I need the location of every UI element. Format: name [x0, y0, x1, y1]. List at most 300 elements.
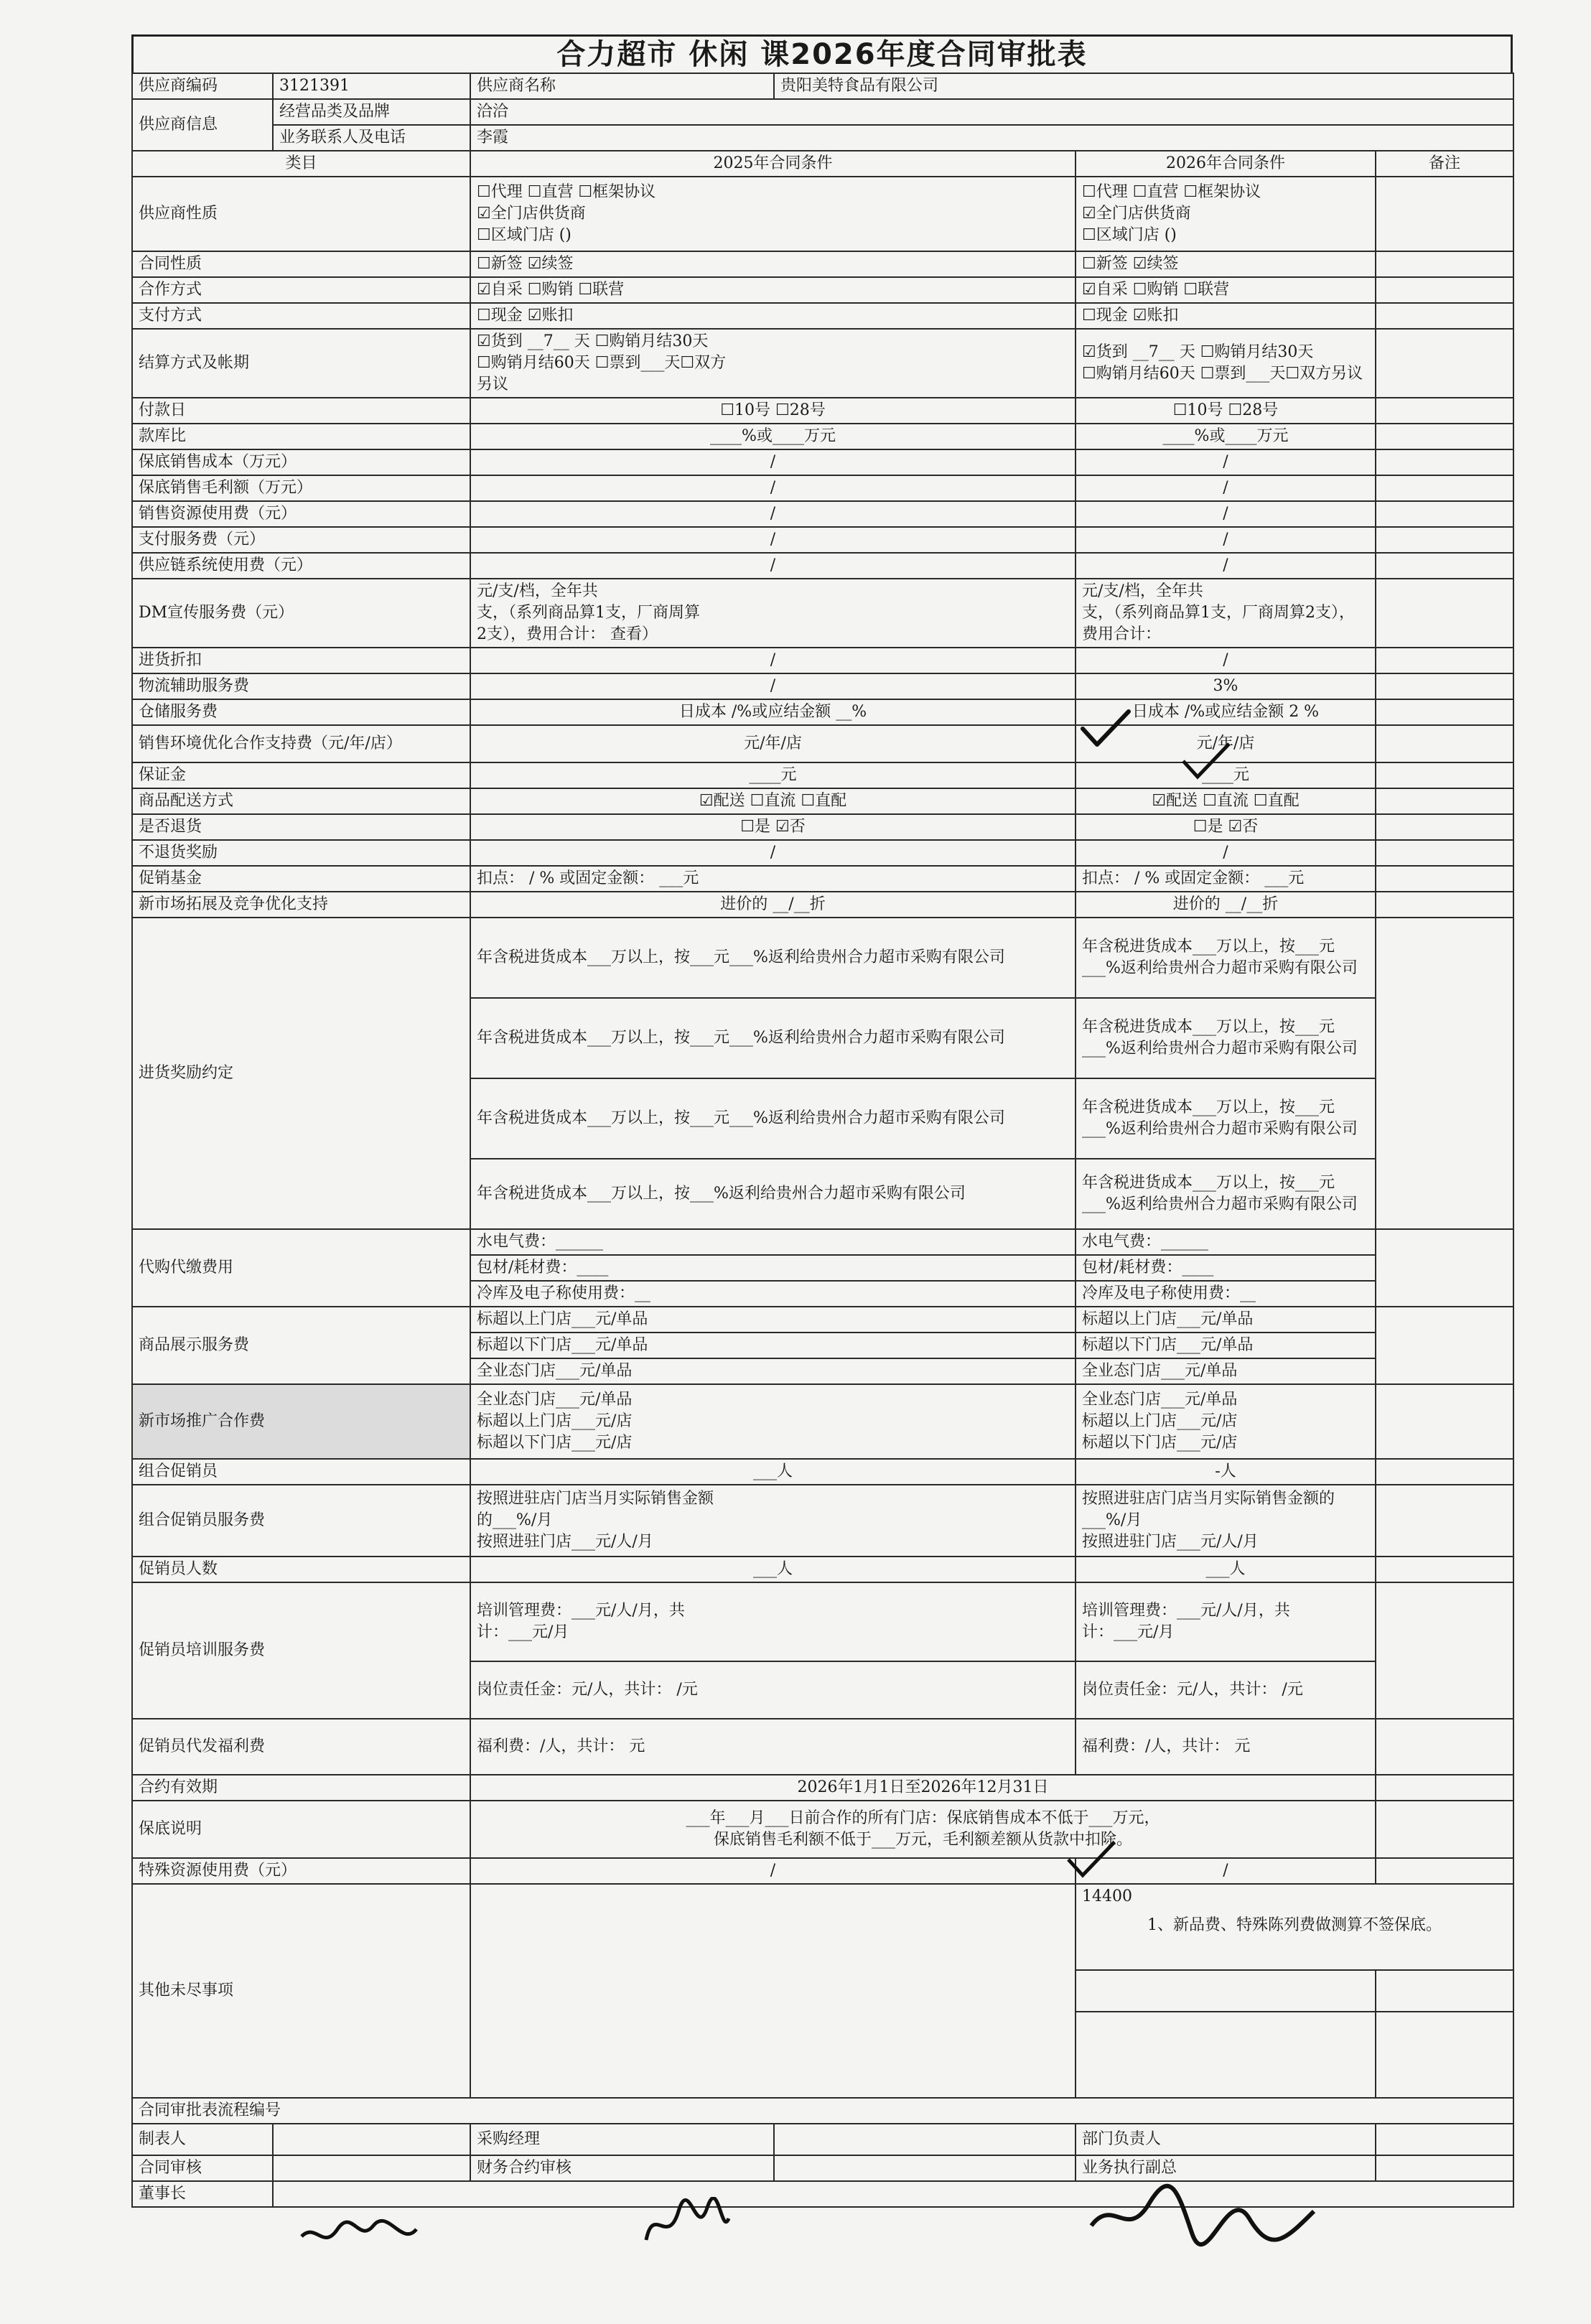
other-label: 其他未尽事项: [132, 1884, 470, 2098]
cond-2026-line: /: [1223, 479, 1228, 497]
cond-2026: [1076, 277, 1376, 303]
combo-fee-2025-line: 的___%/月: [477, 1511, 553, 1529]
cond-2025-line: 元/支/档，全年共: [477, 582, 598, 600]
remark-cell: [1376, 1229, 1513, 1307]
table-row: [132, 762, 1513, 788]
table-row: [132, 814, 1513, 840]
cond-2025-line: /: [770, 479, 776, 497]
rebate-2026: [1076, 998, 1376, 1078]
staff-count-label: 促销员人数: [132, 1557, 470, 1582]
cond-2026: [1076, 892, 1376, 918]
combo-fee-2026: [1076, 1485, 1376, 1557]
cond-2026-line: ☑全门店供货商: [1082, 205, 1191, 223]
row-label: 保底销售成本（万元）: [132, 449, 470, 475]
other-cell: [1376, 2012, 1513, 2098]
guarantee-text-line: 保底销售毛利额不低于___万元，毛利额差额从货款中扣除。: [713, 1831, 1132, 1849]
table-row: [132, 177, 1513, 251]
cond-2026-line: 支，（系列商品算1支，厂商周算2支），费用合计：: [1082, 604, 1355, 643]
cond-2026: [1076, 673, 1376, 699]
promo-2025-line: 标超以下门店___元/店: [477, 1434, 633, 1452]
other-cell: [1076, 1970, 1376, 2012]
remark-cell: [1376, 1485, 1513, 1557]
guarantee-text-line: ___年___月___日前合作的所有门店：保底销售成本不低于___万元，: [686, 1809, 1160, 1827]
proxy-fees-2026: 冷库及电子称使用费：__: [1076, 1281, 1376, 1307]
combo-staff-2025: ___人: [470, 1459, 1076, 1485]
table-row: [132, 1719, 1513, 1775]
cond-2025-line: ____元: [749, 766, 797, 784]
rebate-2026-line: 年含税进货成本___万以上，按___元___%返利给贵州合力超市采购有限公司: [1082, 1174, 1358, 1213]
cond-2026: [1076, 527, 1376, 553]
cond-2025-line: 进价的 __/__折: [720, 895, 826, 913]
table-row: [132, 1884, 1513, 1970]
remark-cell: [1376, 673, 1513, 699]
table-row: [132, 398, 1513, 424]
cond-2026-line: /: [1223, 531, 1228, 549]
table-row: [132, 673, 1513, 699]
staff-train-2025-line: 计：___元/月: [477, 1623, 569, 1641]
table-row: [132, 424, 1513, 449]
remark-cell: [1376, 501, 1513, 527]
rebate-2025: [470, 998, 1076, 1078]
guarantee-label: 保底说明: [132, 1801, 470, 1858]
header-2025: 2025年合同条件: [470, 151, 1076, 177]
row-label: DM宣传服务费（元）: [132, 579, 470, 648]
cond-2025-line: 另议: [477, 375, 509, 393]
remark-cell: [1376, 814, 1513, 840]
table-row: [132, 527, 1513, 553]
rebate-2026-line: 年含税进货成本___万以上，按___元___%返利给贵州合力超市采购有限公司: [1082, 938, 1358, 977]
cond-2026: [1076, 449, 1376, 475]
cond-2026: [1076, 866, 1376, 892]
contact-label: 业务联系人及电话: [273, 125, 470, 151]
table-row: [132, 1858, 1513, 1884]
staff-train-2025-line: 培训管理费：___元/人/月，共: [477, 1602, 685, 1620]
rebate-2025-line: 年含税进货成本___万以上，按___元___%返利给贵州合力超市采购有限公司: [477, 1109, 1005, 1127]
cond-2025: [470, 501, 1076, 527]
cond-2025: [470, 303, 1076, 329]
other-2025: [470, 1884, 1076, 2098]
remark-cell: [1376, 699, 1513, 725]
remark-cell: [1376, 866, 1513, 892]
cond-2026-line: /: [1223, 556, 1228, 574]
cond-2025: [470, 814, 1076, 840]
check-mark-icon: [1077, 707, 1134, 750]
display-fees-2026: 标超以上门店___元/单品: [1076, 1307, 1376, 1333]
promo-2026: [1076, 1384, 1376, 1459]
cond-2025: [470, 424, 1076, 449]
table-row: [132, 892, 1513, 918]
rebate-2025-line: 年含税进货成本___万以上，按___%返利给贵州合力超市采购有限公司: [477, 1185, 966, 1203]
vp-sign: [1376, 2155, 1513, 2181]
table-row: [132, 1229, 1513, 1255]
cond-2025: [470, 840, 1076, 866]
table-row: [132, 251, 1513, 277]
table-row: [132, 501, 1513, 527]
table-row: [132, 1582, 1513, 1661]
row-label: 是否退货: [132, 814, 470, 840]
cond-2026-line: ____元: [1201, 766, 1249, 784]
cond-2025-line: ☐新签 ☑续签: [477, 255, 574, 273]
remark-cell: [1376, 1384, 1513, 1459]
cond-2025: [470, 475, 1076, 501]
cond-2026: [1076, 398, 1376, 424]
row-label: 保证金: [132, 762, 470, 788]
welfare-label: 促销员代发福利费: [132, 1719, 470, 1775]
rebate-2025: [470, 918, 1076, 998]
dept-head-signature-icon: [1084, 2175, 1321, 2254]
row-label: 供应商性质: [132, 177, 470, 251]
row-label: 供应链系统使用费（元）: [132, 553, 470, 579]
remark-cell: [1376, 329, 1513, 398]
remark-cell: [1376, 579, 1513, 648]
staff-train-2026: [1076, 1582, 1376, 1661]
supplier-info-label: 供应商信息: [132, 99, 273, 151]
promo-2026-line: 标超以上门店___元/店: [1082, 1412, 1238, 1430]
staff-fee-label: 促销员培训服务费: [132, 1582, 470, 1719]
rebate-2026-line: 年含税进货成本___万以上，按___元___%返利给贵州合力超市采购有限公司: [1082, 1018, 1358, 1058]
cond-2026-line: ☑自采 ☐购销 ☐联营: [1082, 281, 1230, 299]
proxy-fees-label: 代购代缴费用: [132, 1229, 470, 1307]
staff-deposit-2025: 岗位责任金：元/人，共计： /元: [470, 1661, 1076, 1719]
remark-cell: [1376, 1801, 1513, 1858]
brand-label: 经营品类及品牌: [273, 99, 470, 125]
display-fees-2026: 全业态门店___元/单品: [1076, 1358, 1376, 1384]
cond-2026: [1076, 788, 1376, 814]
table-row: [132, 449, 1513, 475]
combo-staff-2026: -人: [1076, 1459, 1376, 1485]
cond-2025-line: 元/年/店: [744, 734, 802, 752]
cond-2026-line: /: [1223, 453, 1228, 471]
special-2026: /: [1076, 1858, 1376, 1884]
other-cell: [1076, 2012, 1376, 2098]
table-row: [132, 725, 1513, 762]
table-row: [132, 1459, 1513, 1485]
check-mark-icon: [1063, 1838, 1120, 1881]
supplier-code-label: 供应商编码: [132, 73, 273, 99]
cond-2026-line: ☑配送 ☐直流 ☐直配: [1152, 792, 1300, 810]
remark-cell: [1376, 1557, 1513, 1582]
cond-2026-line: ☐新签 ☑续签: [1082, 255, 1179, 273]
rebate-label: 进货奖励约定: [132, 918, 470, 1229]
cond-2025-line: /: [770, 677, 776, 695]
staff-deposit-2026: 岗位责任金：元/人，共计： /元: [1076, 1661, 1376, 1719]
dept-head-label: 部门负责人: [1076, 2124, 1376, 2155]
cond-2026-line: ☐代理 ☐直营 ☐框架协议: [1082, 183, 1261, 201]
row-label: 支付服务费（元）: [132, 527, 470, 553]
table-row: [132, 553, 1513, 579]
cond-2026: [1076, 329, 1376, 398]
row-label: 仓储服务费: [132, 699, 470, 725]
cond-2026-line: ☐购销月结60天 ☐票到___天☐双方另议: [1082, 365, 1363, 383]
row-label: 保底销售毛利额（万元）: [132, 475, 470, 501]
vp-label: 业务执行副总: [1076, 2155, 1376, 2181]
maker-sign: [273, 2124, 470, 2155]
rebate-2026: [1076, 1159, 1376, 1229]
rebate-2026: [1076, 1078, 1376, 1159]
cond-2025: [470, 398, 1076, 424]
cond-2025-line: /: [770, 651, 776, 669]
combo-fee-2025: [470, 1485, 1076, 1557]
special-label: 特殊资源使用费（元）: [132, 1858, 470, 1884]
cond-2026: [1076, 251, 1376, 277]
table-row: [132, 579, 1513, 648]
table-row: [132, 1307, 1513, 1333]
promo-fees-label: 新市场推广合作费: [132, 1384, 470, 1459]
row-label: 销售资源使用费（元）: [132, 501, 470, 527]
table-row: [132, 918, 1513, 998]
remark-cell: [1376, 725, 1513, 762]
remark-cell: [1376, 762, 1513, 788]
cond-2025: [470, 788, 1076, 814]
cond-2026-line: 元/年/店: [1196, 734, 1255, 752]
cond-2025-line: ____%或____万元: [710, 427, 836, 445]
validity-label: 合约有效期: [132, 1775, 470, 1801]
remark-cell: [1376, 1775, 1513, 1801]
chairman-label: 董事长: [132, 2181, 273, 2207]
proxy-fees-2025: 冷库及电子称使用费：__: [470, 1281, 1076, 1307]
remark-cell: [1376, 1459, 1513, 1485]
remark-cell: [1376, 1858, 1513, 1884]
staff-count-2025: ___人: [470, 1557, 1076, 1582]
remark-cell: [1376, 553, 1513, 579]
cond-2026-line: ____%或____万元: [1162, 427, 1289, 445]
row-label: 不退货奖励: [132, 840, 470, 866]
cond-2025: [470, 579, 1076, 648]
review-sign: [273, 2155, 470, 2181]
maker-signature-icon: [294, 2215, 424, 2258]
cond-2025-line: ☑全门店供货商: [477, 205, 586, 223]
purchase-mgr-label: 采购经理: [470, 2124, 774, 2155]
staff-train-2026-line: 计：___元/月: [1082, 1623, 1175, 1641]
combo-fee-2026-line: 按照进驻店门店当月实际销售金额的___%/月: [1082, 1490, 1335, 1529]
remark-cell: [1376, 527, 1513, 553]
chairman-sign: [273, 2181, 1513, 2207]
cond-2025-line: 2支），费用合计： 查看）: [477, 625, 658, 643]
cond-2025-line: ☐10号 ☐28号: [720, 401, 826, 419]
cond-2026: [1076, 501, 1376, 527]
staff-train-2025: [470, 1582, 1076, 1661]
table-row: [132, 329, 1513, 398]
table-row: [132, 840, 1513, 866]
cond-2026-line: /: [1223, 844, 1228, 862]
rebate-2025-line: 年含税进货成本___万以上，按___元___%返利给贵州合力超市采购有限公司: [477, 948, 1005, 966]
row-label: 结算方式及帐期: [132, 329, 470, 398]
cond-2025: [470, 553, 1076, 579]
staff-train-2026-line: 培训管理费：___元/人/月，共: [1082, 1602, 1290, 1620]
rebate-2025: [470, 1078, 1076, 1159]
proxy-fees-2025: 包材/耗材费：____: [470, 1255, 1076, 1281]
contact-value: 李霞: [470, 125, 1513, 151]
cond-2025-line: ☐代理 ☐直营 ☐框架协议: [477, 183, 656, 201]
remark-cell: [1376, 648, 1513, 673]
approval-table: [131, 73, 1514, 2208]
cond-2025: [470, 329, 1076, 398]
combo-fee-label: 组合促销员服务费: [132, 1485, 470, 1557]
promo-2026-line: 全业态门店___元/单品: [1082, 1391, 1238, 1409]
remark-cell: [1376, 1719, 1513, 1775]
cond-2026-line: 进价的 __/__折: [1172, 895, 1279, 913]
remark-cell: [1376, 251, 1513, 277]
row-label: 促销基金: [132, 866, 470, 892]
supplier-name-label: 供应商名称: [470, 73, 774, 99]
cond-2026-line: ☐10号 ☐28号: [1172, 401, 1279, 419]
check-mark-icon: [1177, 739, 1235, 783]
cond-2026-line: 3%: [1213, 677, 1238, 695]
proxy-fees-2026: 水电气费：______: [1076, 1229, 1376, 1255]
cond-2026-line: 日成本 /%或应结金额 2 %: [1132, 703, 1320, 721]
table-row: [132, 2098, 1513, 2124]
cond-2025: [470, 892, 1076, 918]
table-row: [132, 788, 1513, 814]
remark-cell: [1376, 475, 1513, 501]
promo-2026-line: 标超以下门店___元/店: [1082, 1434, 1238, 1452]
cond-2026-line: ☐区域门店 (): [1082, 226, 1177, 244]
welfare-2026: 福利费：/人，共计： 元: [1076, 1719, 1376, 1775]
cond-2025-line: 日成本 /%或应结金额 __%: [678, 703, 867, 721]
table-row: [132, 648, 1513, 673]
row-label: 合同性质: [132, 251, 470, 277]
cond-2025-line: ☐区域门店 (): [477, 226, 571, 244]
cond-2025-line: ☑自采 ☐购销 ☐联营: [477, 281, 625, 299]
display-fees-label: 商品展示服务费: [132, 1307, 470, 1384]
cond-2026: [1076, 840, 1376, 866]
header-2026: 2026年合同条件: [1076, 151, 1376, 177]
rebate-2025-line: 年含税进货成本___万以上，按___元___%返利给贵州合力超市采购有限公司: [477, 1029, 1005, 1047]
remark-cell: [1376, 1582, 1513, 1719]
cond-2026: [1076, 177, 1376, 251]
cond-2026: [1076, 303, 1376, 329]
cond-2025-line: /: [770, 453, 776, 471]
other-note: 1、新品费、特殊陈列费做测算不签保底。: [1147, 1916, 1442, 1934]
cond-2026-line: 元/支/档，全年共: [1082, 582, 1203, 600]
header-category: 类目: [132, 151, 470, 177]
cond-2025: [470, 673, 1076, 699]
cond-2026: [1076, 579, 1376, 648]
promo-2025-line: 标超以上门店___元/店: [477, 1412, 633, 1430]
form-title: 合力超市 休闲 课2026年度合同审批表: [131, 34, 1513, 73]
table-row: [132, 699, 1513, 725]
cond-2026-line: ☐现金 ☑账扣: [1082, 307, 1179, 325]
cond-2026-line: /: [1223, 505, 1228, 523]
cond-2025-line: ☑配送 ☐直流 ☐直配: [699, 792, 847, 810]
review-label: 合同审核: [132, 2155, 273, 2181]
cond-2025: [470, 648, 1076, 673]
cond-2026-line: 扣点： / % 或固定金额： ___元: [1082, 869, 1305, 887]
cond-2025-line: ☐是 ☑否: [740, 818, 806, 836]
cond-2025: [470, 762, 1076, 788]
combo-fee-2025-line: 按照进驻门店___元/人/月: [477, 1533, 653, 1551]
table-row: [132, 475, 1513, 501]
cond-2025-line: ☐购销月结60天 ☐票到___天☐双方: [477, 354, 727, 372]
display-fees-2025: 标超以下门店___元/单品: [470, 1333, 1076, 1358]
table-row: [132, 1775, 1513, 1801]
combo-fee-2026-line: 按照进驻门店___元/人/月: [1082, 1533, 1259, 1551]
cond-2025: [470, 251, 1076, 277]
cond-2025: [470, 277, 1076, 303]
remark-cell: [1376, 398, 1513, 424]
cond-2025: [470, 449, 1076, 475]
supplier-name: 贵阳美特食品有限公司: [774, 73, 1513, 99]
cond-2025-line: 扣点： / % 或固定金额： ___元: [477, 869, 699, 887]
special-2025: /: [470, 1858, 1076, 1884]
staff-count-2026: ___人: [1076, 1557, 1376, 1582]
remark-cell: [1376, 449, 1513, 475]
cond-2026: [1076, 553, 1376, 579]
remark-cell: [1376, 1307, 1513, 1384]
finance-review-sign: [774, 2155, 1076, 2181]
rebate-2026: [1076, 918, 1376, 998]
table-row: [132, 1557, 1513, 1582]
remark-cell: [1376, 892, 1513, 918]
cond-2026: [1076, 648, 1376, 673]
dept-head-sign: [1376, 2124, 1513, 2155]
supplier-code: 3121391: [273, 73, 470, 99]
display-fees-2025: 全业态门店___元/单品: [470, 1358, 1076, 1384]
cond-2026: [1076, 814, 1376, 840]
rebate-2026-line: 年含税进货成本___万以上，按___元___%返利给贵州合力超市采购有限公司: [1082, 1098, 1358, 1138]
remark-cell: [1376, 177, 1513, 251]
cond-2025-line: ☑货到 __7__ 天 ☐购销月结30天: [477, 332, 709, 350]
row-label: 支付方式: [132, 303, 470, 329]
flow-no-label: 合同审批表流程编号: [132, 2098, 1513, 2124]
cond-2025-line: /: [770, 505, 776, 523]
remark-cell: [1376, 788, 1513, 814]
remark-cell: [1376, 918, 1513, 1229]
cond-2025-line: /: [770, 556, 776, 574]
cond-2026-line: ☐是 ☑否: [1193, 818, 1259, 836]
row-label: 商品配送方式: [132, 788, 470, 814]
table-row: [132, 2124, 1513, 2155]
row-label: 新市场拓展及竞争优化支持: [132, 892, 470, 918]
row-label: 物流辅助服务费: [132, 673, 470, 699]
validity-value: 2026年1月1日至2026年12月31日: [470, 1775, 1376, 1801]
other-2026: [1076, 1884, 1513, 1970]
cond-2025: [470, 177, 1076, 251]
guarantee-text: [470, 1801, 1376, 1858]
welfare-2025: 福利费：/人，共计： 元: [470, 1719, 1076, 1775]
cond-2026: [1076, 424, 1376, 449]
cond-2025: [470, 866, 1076, 892]
manager-signature-icon: [639, 2197, 732, 2254]
cond-2025-line: /: [770, 531, 776, 549]
combo-staff-label: 组合促销员: [132, 1459, 470, 1485]
cond-2026: [1076, 475, 1376, 501]
finance-review-label: 财务合约审核: [470, 2155, 774, 2181]
display-fees-2026: 标超以下门店___元/单品: [1076, 1333, 1376, 1358]
table-row: [132, 1801, 1513, 1858]
row-label: 进货折扣: [132, 648, 470, 673]
brand-value: 洽洽: [470, 99, 1513, 125]
other-amount: 14400: [1082, 1887, 1132, 1905]
row-label: 付款日: [132, 398, 470, 424]
table-row: [132, 866, 1513, 892]
other-cell: [1376, 1970, 1513, 2012]
cond-2026-line: /: [1223, 651, 1228, 669]
cond-2025: [470, 699, 1076, 725]
proxy-fees-2026: 包材/耗材费：____: [1076, 1255, 1376, 1281]
purchase-mgr-sign: [774, 2124, 1076, 2155]
rebate-2025: [470, 1159, 1076, 1229]
cond-2025: [470, 725, 1076, 762]
remark-cell: [1376, 277, 1513, 303]
promo-2025-line: 全业态门店___元/单品: [477, 1391, 633, 1409]
table-row: [132, 303, 1513, 329]
promo-2025: [470, 1384, 1076, 1459]
row-label: 销售环境优化合作支持费（元/年/店）: [132, 725, 470, 762]
display-fees-2025: 标超以上门店___元/单品: [470, 1307, 1076, 1333]
row-label: 合作方式: [132, 277, 470, 303]
row-label: 款库比: [132, 424, 470, 449]
